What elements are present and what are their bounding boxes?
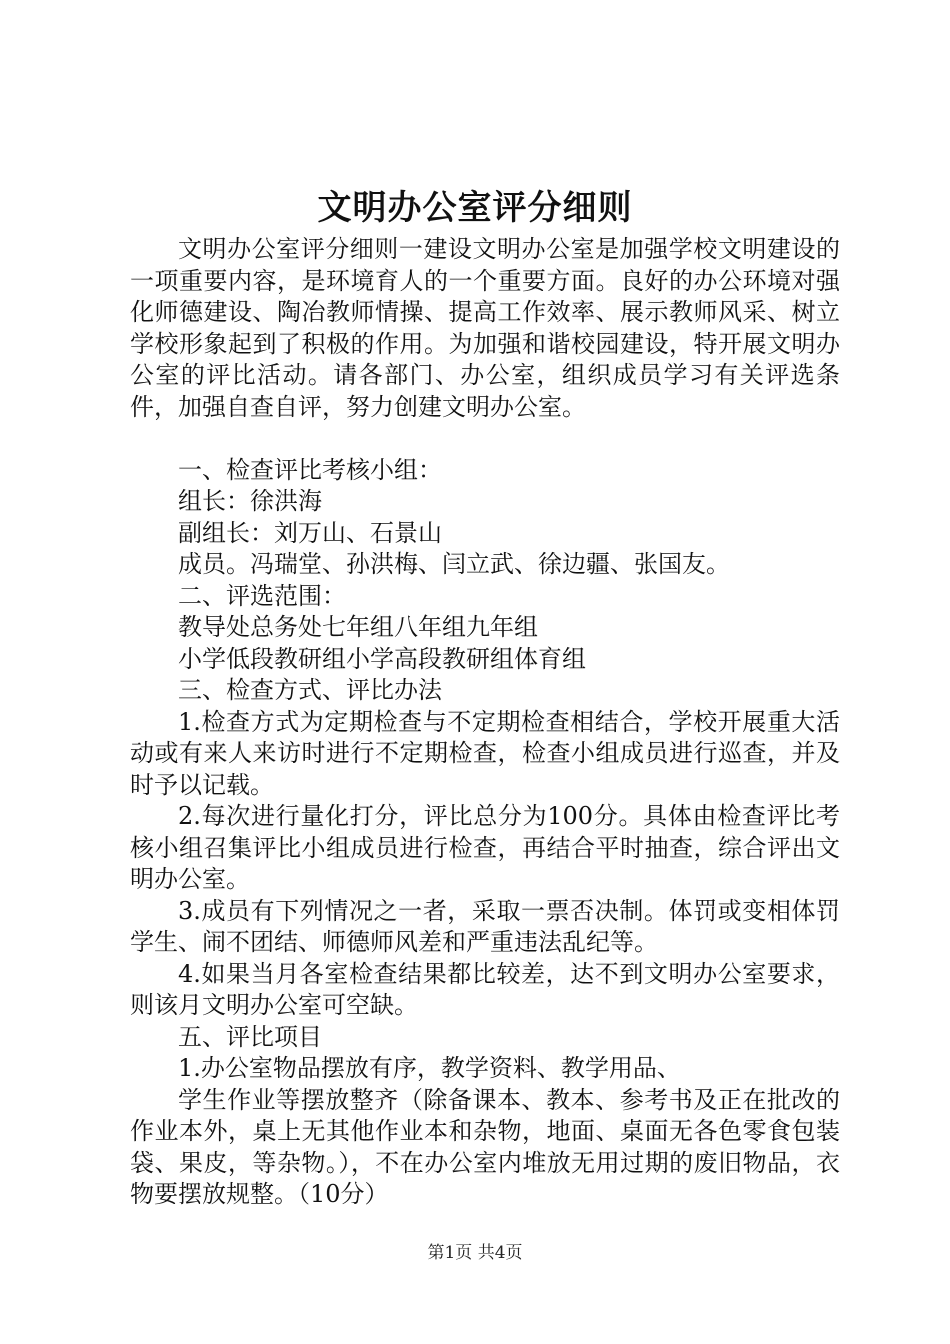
items-item-1: 1.办公室物品摆放有序，教学资料、教学用品、 [178, 1054, 681, 1082]
scope-line-1: 教导处总务处七年组八年组九年组 [178, 613, 538, 641]
section-heading-inspection-group: 一、检查评比考核小组： [178, 455, 442, 484]
method-item-4: 4.如果当月各室检查结果都比较差，达不到文明办公室要求，则该月文明办公室可空缺。 [130, 959, 840, 1019]
document-body [130, 234, 840, 1211]
intro-paragraph: 文明办公室评分细则一建设文明办公室是加强学校文明建设的一项重要内容，是环境育人的一个重要方面。良好的办公环境对强化师德建设、陶冶教师情操、提高工作效率、展示教师风采、树立学校形象起到了积极的作用。为加强和谐校园建设，特开展文明办公室的评比活动。请各部门、办公室，组织成员学习有关评选条件，加强自查自评，努力创建文明办公室。 [130, 235, 840, 421]
page-footer: 第1页 共4页 [427, 1243, 523, 1263]
document-title: 文明办公室评分细则 [317, 188, 633, 228]
method-item-3: 3.成员有下列情况之一者，采取一票否决制。体罚或变相体罚学生、闹不团结、师德师风差和严重违法乱纪等。 [130, 896, 840, 956]
section-heading-method: 三、检查方式、评比办法 [178, 676, 442, 704]
section-heading-items: 五、评比项目 [178, 1022, 322, 1051]
members-line: 成员。冯瑞堂、孙洪梅、闫立武、徐边疆、张国友。 [178, 550, 730, 578]
deputy-leader-line: 副组长：刘万山、石景山 [178, 518, 442, 547]
method-item-2: 2.每次进行量化打分，评比总分为100分。具体由检查评比考核小组召集评比小组成员进行检查，再结合平时抽查，综合评出文明办公室。 [130, 802, 840, 893]
scope-line-2: 小学低段教研组小学高段教研组体育组 [178, 644, 586, 673]
group-leader-line: 组长：徐洪海 [178, 487, 322, 515]
section-heading-scope: 二、评选范围： [178, 581, 346, 610]
paragraph-gap [130, 423, 840, 455]
method-item-1: 1.检查方式为定期检查与不定期检查相结合，学校开展重大活动或有来人来访时进行不定期检查，检查小组成员进行巡查，并及时予以记载。 [130, 707, 840, 799]
items-item-1-continued: 学生作业等摆放整齐（除备课本、教本、参考书及正在批改的作业本外，桌上无其他作业本和杂物，地面、桌面无各色零食包装袋、果皮，等杂物。），不在办公室内堆放无用过期的废旧物品，衣物要摆放规整。（10分） [130, 1085, 840, 1208]
